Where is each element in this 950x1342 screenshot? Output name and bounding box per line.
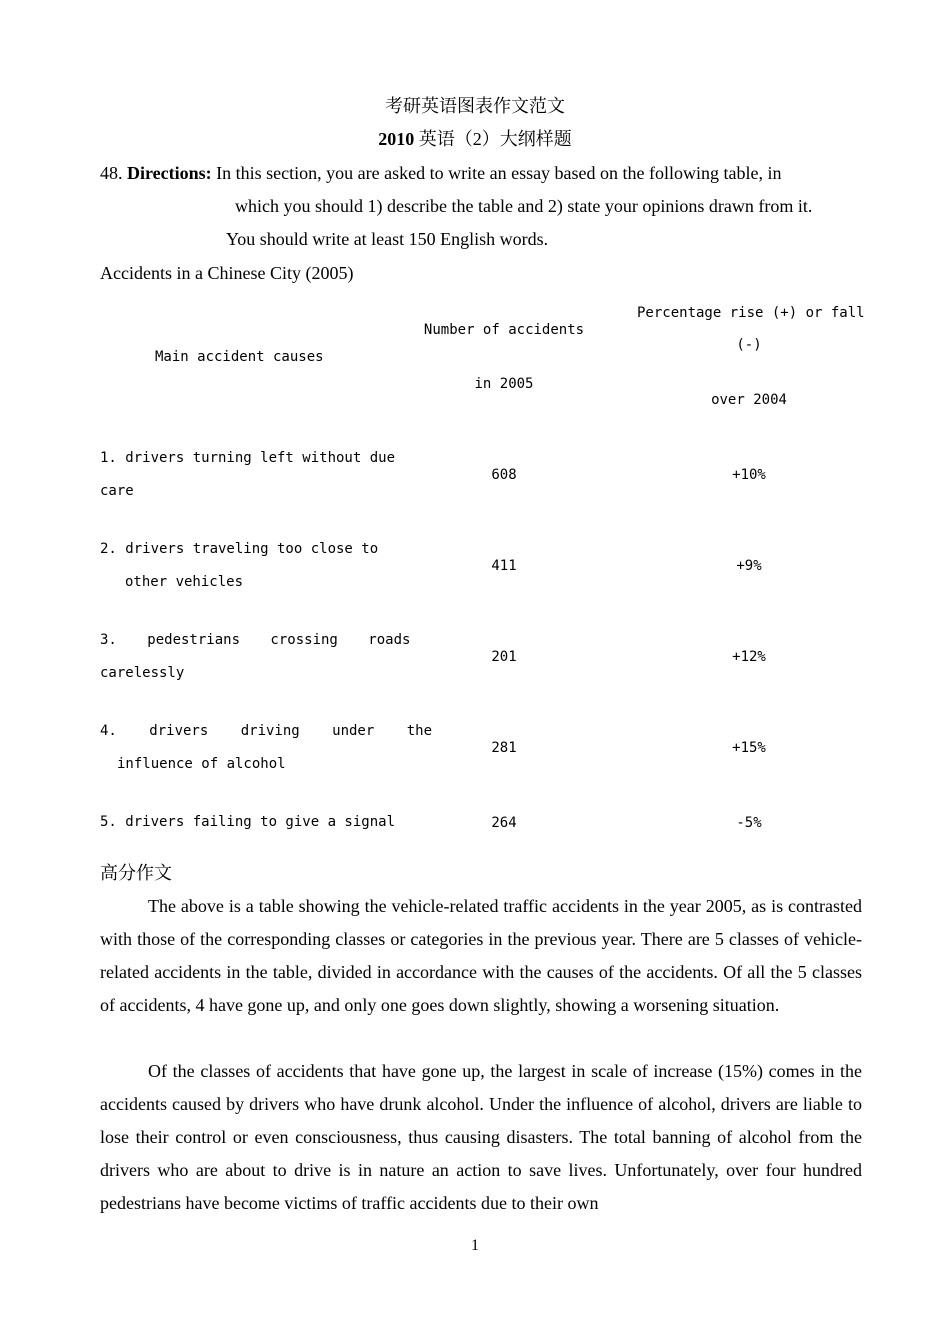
- row-change: +10%: [732, 467, 766, 483]
- row-change: +9%: [736, 558, 762, 574]
- header-number-year: in 2005: [474, 376, 534, 392]
- subtitle-year: 2010: [378, 129, 415, 149]
- header-number: Number of accidents: [423, 322, 585, 338]
- essay-heading: 高分作文: [100, 863, 172, 883]
- page-title: 考研英语图表作文范文: [385, 96, 565, 116]
- directions-line-2: which you should 1) describe the table and 2) state your opinions drawn from it.: [235, 196, 813, 216]
- row-cause-line1: [100, 806, 396, 839]
- row-cause-line2: carelessly: [100, 665, 185, 681]
- row-cause-line1: [100, 442, 396, 475]
- header-percentage: Percentage rise (+) or fall: [637, 305, 865, 321]
- cause-text: 1. drivers turning left without due: [100, 450, 396, 466]
- cause-text: 4. drivers driving under the: [100, 723, 433, 739]
- row-cause-line1: [100, 715, 433, 748]
- directions-line-3: You should write at least 150 English words.: [226, 229, 549, 249]
- cause-text: 5. drivers failing to give a signal: [100, 814, 396, 830]
- row-change: -5%: [736, 815, 762, 831]
- row-cause-line2: influence of alcohol: [117, 756, 286, 772]
- row-number: 608: [491, 467, 517, 483]
- table-row: [100, 533, 379, 599]
- question-number: 48.: [100, 163, 127, 183]
- table-row: [100, 442, 396, 508]
- cause-text: 2. drivers traveling too close to: [100, 541, 379, 557]
- row-cause-line2: care: [100, 483, 134, 499]
- directions-text-1: In this section, you are asked to write an essay based on the following table, in: [211, 163, 782, 183]
- row-change: +15%: [732, 740, 766, 756]
- row-number: 411: [491, 558, 517, 574]
- row-number: 201: [491, 649, 517, 665]
- table-caption: Accidents in a Chinese City (2005): [100, 263, 354, 283]
- row-number: 281: [491, 740, 517, 756]
- header-cause: Main accident causes: [155, 349, 324, 365]
- table-row: [100, 806, 396, 839]
- row-number: 264: [491, 815, 517, 831]
- essay-paragraph-2: [100, 1055, 862, 1220]
- table-row: [100, 715, 433, 781]
- directions-label: Directions:: [127, 163, 212, 183]
- paragraph-text: Of the classes of accidents that have gone up, the largest in scale of increase (15%) comes in the accidents caused by drivers who have drunk alcohol. Under the influence of alcohol, drivers are liable to lose their control or even consciousness, thus causing disasters. The total banning of alcohol from the drivers who are about to drive is in nature an action to save lives. Unfortunately, over four hundred pedestrians have become victims of traffic accidents due to their own: [100, 1061, 862, 1213]
- directions-line-1: [100, 161, 782, 185]
- page-number: 1: [471, 1237, 479, 1254]
- row-cause-line1: [100, 624, 411, 657]
- row-cause-line2: other vehicles: [125, 574, 244, 590]
- essay-paragraph-1: [100, 890, 862, 1022]
- header-percentage-year: over 2004: [711, 392, 787, 408]
- paragraph-text: The above is a table showing the vehicle-related traffic accidents in the year 2005, as is contrasted with those of the corresponding classes or categories in the previous year. There are 5 classes of vehicle-related accidents in the table, divided in accordance with the causes of the accidents. Of all the 5 classes of accidents, 4 have gone up, and only one goes down slightly, showing a worsening situation.: [100, 896, 862, 1015]
- table-row: [100, 624, 411, 690]
- row-change: +12%: [732, 649, 766, 665]
- header-percentage-fall: (-): [736, 337, 762, 353]
- row-cause-line1: [100, 533, 379, 566]
- cause-text: 3. pedestrians crossing roads: [100, 632, 411, 648]
- page-subtitle: [0, 127, 950, 151]
- subtitle-text: 英语（2）大纲样题: [414, 129, 572, 149]
